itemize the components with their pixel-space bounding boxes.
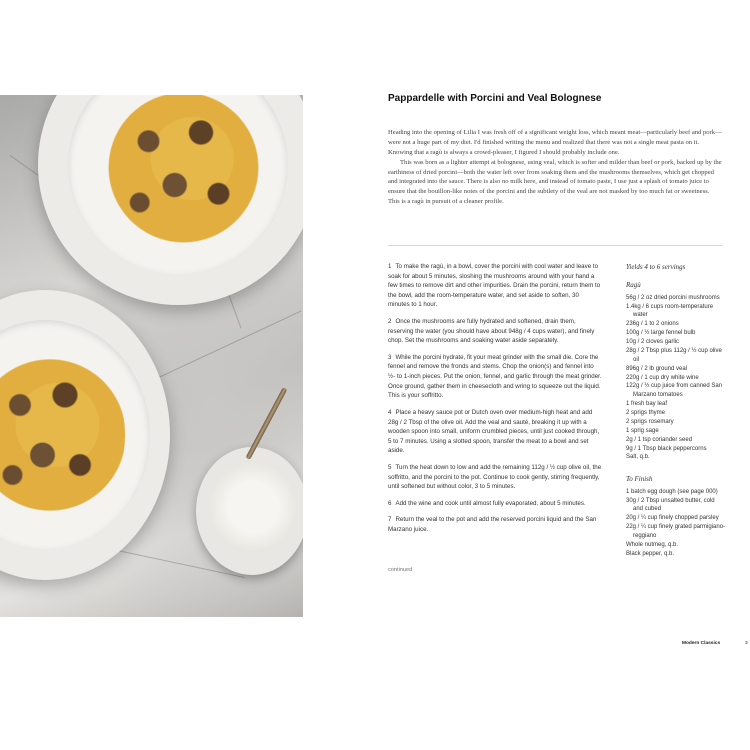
- ingredient-item: 9g / 1 Tbsp black peppercorns: [626, 445, 707, 452]
- section-divider: [388, 245, 722, 246]
- step-number: 6: [388, 499, 392, 507]
- yields-label: Yields 4 to 6 servings: [626, 263, 686, 271]
- method-step: [388, 515, 602, 534]
- step-text: To make the ragù, in a bowl, cover the porcini with cool water and leave to soak for about 5 minutes, sloshing the mushrooms around with your hand a few times to remove dirt and other impurities. Drain the porcini, return them to the bowl, add the room-temperature water, and set aside to soften, 30 minutes to 1 hour.: [388, 263, 601, 309]
- ingredient-item: 2 sprigs thyme: [626, 410, 666, 417]
- ingredient-item: Salt, q.b.: [626, 454, 650, 461]
- step-text: Place a heavy sauce pot or Dutch oven over medium-high heat and add 28g / 2 Tbsp of the olive oil. Add the veal and sauté, breaking it up with a wooden spoon into small, uniform crumbled pieces, until just cooked through, 5 to 7 minutes. Using a slotted spoon, transfer the meat to a bowl and set aside.: [388, 408, 600, 455]
- ingredient-item: 10g / 2 cloves garlic: [626, 339, 680, 346]
- method-steps: [388, 262, 602, 542]
- top-plate: [38, 95, 303, 305]
- step-number: 3: [388, 353, 392, 361]
- recipe-intro: [388, 128, 722, 207]
- step-text: Turn the heat down to low and add the remaining 112g / ½ cup olive oil, the soffritto, and the porcini to the pot. Continue to cook gently, stirring frequently, until softened but without color, 3 to 5 minutes.: [388, 463, 602, 491]
- recipe-photo: [0, 95, 303, 617]
- section-label: Modern Classics: [682, 641, 721, 646]
- ingredient-item: 236g / 1 to 2 onions: [626, 321, 679, 328]
- step-number: 2: [388, 318, 392, 326]
- method-step: [388, 463, 602, 492]
- ingredient-item: 1 fresh bay leaf: [626, 401, 668, 408]
- ingredient-item: 20g / ¼ cup finely chopped parsley: [626, 515, 719, 522]
- ingredient-item: 22g / ¼ cup finely grated parmigiano-reggiano: [626, 524, 726, 540]
- step-text: While the porcini hydrate, fit your meat grinder with the small die. Core the fennel and remove the fronds and stems. Chop the onion(s) and fennel into ½- to 1-inch pieces. Put the onion, fennel, and garlic through the meat grinder. Once ground, gather them in cheesecloth and wring to squeeze out the liquid. This is your soffritto.: [388, 353, 602, 400]
- step-text: Once the mushrooms are fully hydrated and softened, drain them, reserving the water (you should have about 948g / 4 cups water), and finely chop. Set the mushrooms and soaking water aside separately.: [388, 318, 595, 345]
- method-step: [388, 317, 602, 346]
- step-number: 1: [388, 263, 392, 270]
- ingredient-item: 220g / 1 cup dry white wine: [626, 374, 699, 381]
- ingredient-item: 30g / 2 Tbsp unsalted butter, cold and cubed: [626, 497, 715, 513]
- ingredient-item: 2g / 1 tsp coriander seed: [626, 436, 693, 443]
- step-number: 7: [388, 516, 392, 524]
- continued-label: continued: [388, 567, 413, 573]
- ragu-list: [626, 294, 726, 463]
- ingredient-item: Whole nutmeg, q.b.: [626, 541, 679, 548]
- ingredient-item: 56g / 2 oz dried porcini mushrooms: [626, 294, 720, 301]
- ingredient-item: 1 batch egg dough (see page 000): [626, 488, 718, 495]
- ingredient-item: 28g / 2 Tbsp plus 112g / ½ cup olive oil: [626, 347, 722, 363]
- method-step: [388, 408, 602, 456]
- intro-paragraph: Heading into the opening of Lilia I was fresh off of a significant weight loss, which meant meat—particularly beef and pork—were not a huge part of my diet. I'd finished writing the menu and realized that there was not a single meat pasta on it. Knowing that a ragù is always a crowd-pleaser, I figured I should probably include one.: [388, 129, 722, 156]
- ingredient-item: 2 sprigs rosemary: [626, 418, 674, 425]
- recipe-title: Pappardelle with Porcini and Veal Bolognese: [388, 93, 602, 104]
- ingredients-column: [626, 262, 726, 559]
- ingredient-item: 100g / ½ large fennel bulb: [626, 330, 696, 337]
- intro-paragraph: This was born as a lighter attempt at bolognese, using veal, which is softer and milder than beef or pork, backed up by the earthiness of dried porcini—both the water left over from soaking them and the mushrooms themselves, which get chopped and integrated into the sauce. There is also no milk here, and instead of tomato paste, I use just a splash of tomato juice to ensure that the bouillon-like notes of the porcini and the subtlety of the veal are not masked by too much fat or sweetness. This is a ragù in pursuit of a cleaner profile.: [388, 158, 722, 206]
- ingredient-item: 1 sprig sage: [626, 427, 659, 434]
- finish-list: [626, 488, 726, 559]
- ragu-heading: Ragù: [626, 281, 641, 290]
- page-number: 3: [745, 641, 748, 646]
- step-text: Add the wine and cook until almost fully evaporated, about 5 minutes.: [395, 499, 586, 507]
- ingredient-item: Black pepper, q.b.: [626, 550, 675, 557]
- step-text: Return the veal to the pot and add the reserved porcini liquid and the San Marzano juice.: [388, 516, 597, 534]
- step-number: 4: [388, 408, 392, 416]
- ingredient-item: 896g / 2 lb ground veal: [626, 365, 688, 372]
- method-step: [388, 262, 602, 310]
- step-number: 5: [388, 463, 392, 471]
- ingredient-item: 122g / ½ cup juice from canned San Marzano tomatoes: [626, 383, 723, 399]
- method-step: [388, 353, 602, 401]
- bottom-plate: [0, 290, 170, 580]
- cheese-bowl: [196, 447, 303, 575]
- ingredient-item: 1.4kg / 6 cups room-temperature water: [626, 303, 714, 319]
- method-step: [388, 499, 602, 509]
- finish-heading: To Finish: [626, 475, 653, 484]
